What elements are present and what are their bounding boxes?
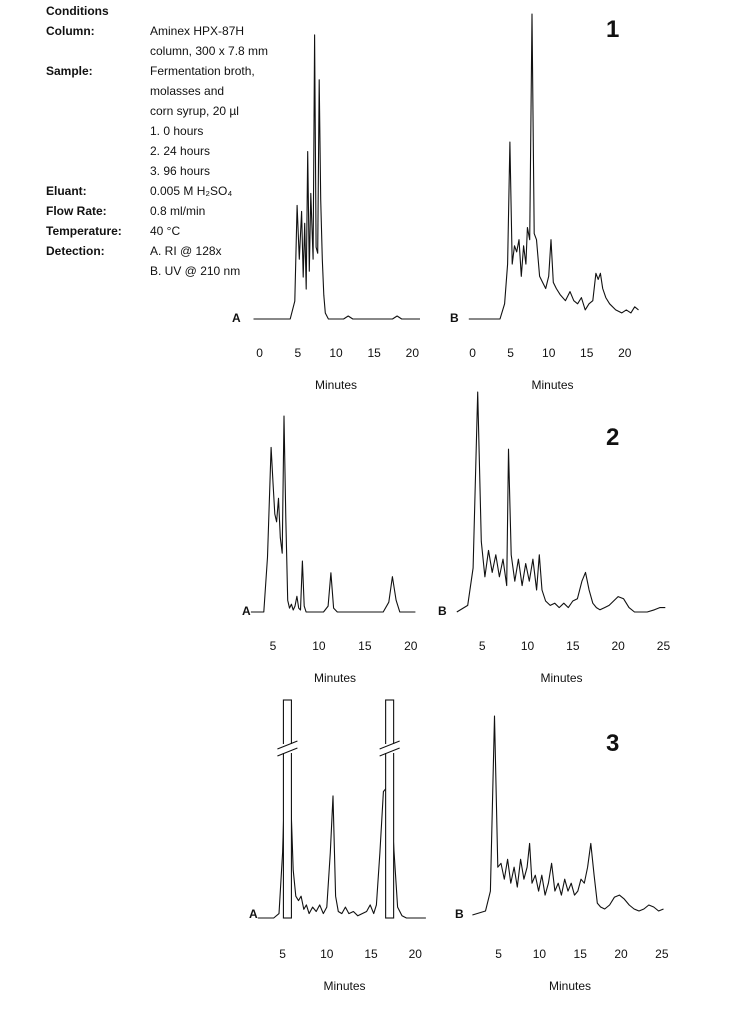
- set-number-1: 1: [606, 16, 620, 43]
- condition-value: B. UV @ 210 nm: [150, 264, 241, 278]
- condition-label: Flow Rate:: [46, 204, 107, 218]
- condition-value: Aminex HPX-87H: [150, 24, 245, 38]
- x-tick-label: 25: [656, 639, 671, 653]
- x-axis-label: Minutes: [323, 979, 366, 993]
- x-tick-label: 20: [408, 947, 422, 961]
- trace-label: B: [455, 907, 464, 921]
- x-tick-label: 5: [507, 346, 514, 360]
- chromatogram-trace-2b: [457, 392, 666, 612]
- condition-value: 40 °C: [150, 224, 181, 238]
- x-tick-label: 0: [469, 346, 476, 360]
- trace-label: A: [249, 907, 258, 921]
- x-tick-label: 15: [358, 639, 372, 653]
- condition-value: column, 300 x 7.8 mm: [150, 44, 269, 58]
- x-tick-label: 15: [367, 346, 381, 360]
- condition-value: 1. 0 hours: [150, 124, 204, 138]
- x-tick-label: 20: [404, 639, 418, 653]
- condition-label: Temperature:: [46, 224, 122, 238]
- x-tick-label: 25: [655, 947, 669, 961]
- x-tick-label: 20: [405, 346, 420, 360]
- x-axis-label: Minutes: [314, 378, 358, 392]
- x-tick-label: 10: [329, 346, 343, 360]
- condition-label: Eluant:: [46, 184, 87, 198]
- chromatogram-trace-2a: [251, 416, 416, 612]
- off-scale-peak: [386, 700, 394, 918]
- x-axis-label: Minutes: [313, 671, 357, 685]
- x-axis-label: Minutes: [531, 378, 574, 392]
- condition-value: molasses and: [150, 84, 225, 98]
- x-tick-label: 15: [573, 947, 587, 961]
- x-tick-label: 20: [611, 639, 625, 653]
- x-axis-label: Minutes: [548, 979, 592, 993]
- x-axis-label: Minutes: [540, 671, 583, 685]
- x-tick-label: 20: [614, 947, 628, 961]
- x-tick-label: 5: [294, 346, 302, 360]
- conditions-title: Conditions: [46, 4, 109, 18]
- x-tick-label: 10: [312, 639, 326, 653]
- x-tick-label: 15: [364, 947, 378, 961]
- x-tick-label: 20: [618, 346, 632, 360]
- condition-value: 2. 24 hours: [150, 144, 211, 158]
- trace-label: A: [232, 311, 241, 325]
- set-number-2: 2: [606, 424, 620, 451]
- condition-value: Fermentation broth,: [150, 64, 255, 78]
- trace-label: A: [242, 604, 251, 618]
- x-tick-label: 5: [279, 947, 286, 961]
- x-tick-label: 10: [532, 947, 547, 961]
- x-tick-label: 0: [256, 346, 263, 360]
- condition-value: 0.8 ml/min: [150, 204, 206, 218]
- chromatogram-trace-1a: [254, 35, 421, 319]
- condition-label: Column:: [46, 24, 95, 38]
- chromatogram-trace-3b: [472, 716, 663, 915]
- set-number-3: 3: [606, 730, 620, 757]
- off-scale-peak: [283, 700, 291, 918]
- condition-label: Detection:: [46, 244, 105, 258]
- condition-value: A. RI @ 128x: [150, 244, 222, 258]
- x-tick-label: 5: [269, 639, 277, 653]
- condition-value: corn syrup, 20 µl: [150, 104, 239, 118]
- x-tick-label: 10: [542, 346, 556, 360]
- x-tick-label: 15: [566, 639, 580, 653]
- x-tick-label: 10: [520, 639, 535, 653]
- x-tick-label: 15: [580, 346, 594, 360]
- x-tick-label: 5: [478, 639, 486, 653]
- x-tick-label: 5: [495, 947, 502, 961]
- trace-label: B: [450, 311, 459, 325]
- condition-label: Sample:: [46, 64, 93, 78]
- condition-value: 0.005 M H₂SO₄: [150, 184, 233, 198]
- condition-value: 3. 96 hours: [150, 164, 211, 178]
- x-tick-label: 10: [320, 947, 334, 961]
- trace-label: B: [438, 604, 447, 618]
- chromatogram-trace-1b: [469, 14, 639, 319]
